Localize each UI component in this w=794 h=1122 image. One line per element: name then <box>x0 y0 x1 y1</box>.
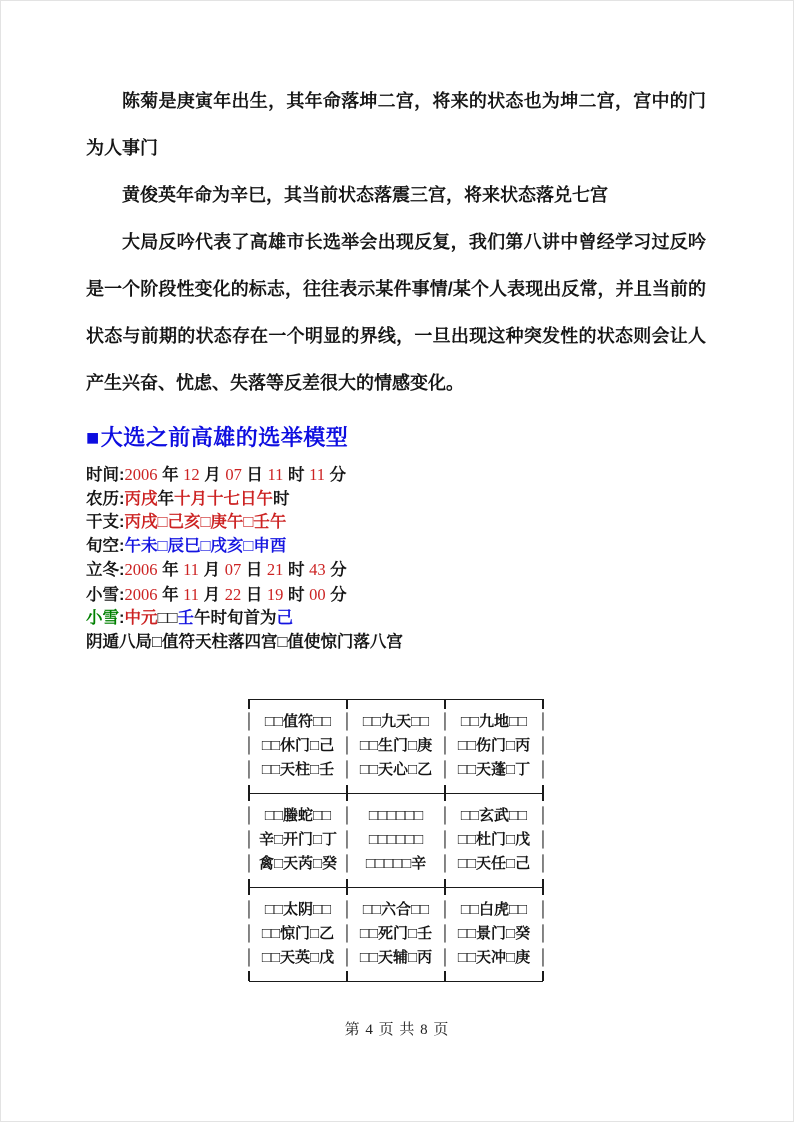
text-segment: 月 <box>199 585 225 604</box>
text-segment: 日 <box>241 561 267 579</box>
text-segment: 年 <box>157 561 184 579</box>
grid-horizontal-line <box>249 699 543 700</box>
grid-vertical-bar: │ <box>245 737 255 754</box>
info-line-xiaoxue-yuan <box>86 607 706 631</box>
text-segment: 分 <box>324 466 347 484</box>
grid-cell-text: □□□□□□ <box>368 831 424 848</box>
text-segment: 小雪 <box>86 609 119 627</box>
text-segment: 12 <box>183 465 200 484</box>
text-segment: 丙戌□己亥□庚午□壬午 <box>124 513 287 531</box>
grid-tick <box>542 971 544 981</box>
grid-vertical-bar: │ <box>343 737 353 754</box>
grid-text-row <box>245 898 547 922</box>
grid-vertical-bar: │ <box>245 761 255 778</box>
grid-text-row <box>245 758 547 782</box>
grid-vertical-bar: │ <box>343 901 353 918</box>
grid-tick <box>444 879 446 895</box>
grid-tick <box>248 971 250 981</box>
grid-cell-text: □□天心□乙 <box>359 761 433 778</box>
grid-vertical-bar: │ <box>441 831 451 848</box>
grid-cell-text: □□值符□□ <box>264 713 332 730</box>
grid-vertical-bar: │ <box>441 901 451 918</box>
grid-horizontal-line <box>249 793 543 794</box>
grid-cell-text: □□杜门□戊 <box>457 831 531 848</box>
grid-cell-text: □□六合□□ <box>362 901 430 918</box>
grid-vertical-bar: │ <box>441 713 451 730</box>
text-segment: 小雪: <box>86 585 125 604</box>
text-segment: 2006 <box>124 560 158 579</box>
grid-cell-text: □□天冲□庚 <box>457 949 531 966</box>
grid-cell-text: □□天任□己 <box>457 855 531 872</box>
grid-vertical-bar: │ <box>441 925 451 942</box>
grid-vertical-bar: │ <box>441 807 451 824</box>
text-segment: 中元 <box>124 609 158 627</box>
text-segment: 时 <box>283 466 310 484</box>
grid-vertical-bar: │ <box>539 761 549 778</box>
grid-tick <box>346 971 348 981</box>
grid-vertical-bar: │ <box>441 761 451 778</box>
text-segment: 己 <box>276 609 293 627</box>
grid-cell-text: □□□□□□ <box>368 807 424 824</box>
grid-text-row <box>245 828 547 852</box>
grid-vertical-bar: │ <box>441 855 451 872</box>
grid-vertical-bar: │ <box>539 925 549 942</box>
info-line-lidong <box>86 558 706 583</box>
grid-horizontal-line <box>249 981 543 982</box>
text-segment: 立冬: <box>86 561 125 579</box>
page-number-footer: 第 4 页 共 8 页 <box>344 1022 450 1038</box>
text-segment: : <box>119 609 125 627</box>
grid-text-row <box>245 804 547 828</box>
text-segment: 07 <box>224 560 242 579</box>
grid-tick <box>444 971 446 981</box>
info-line-dunju <box>86 631 706 655</box>
text-segment: 年 <box>157 466 184 484</box>
grid-border-line <box>245 688 547 710</box>
text-segment: 月 <box>199 466 226 484</box>
grid-vertical-bar: │ <box>441 949 451 966</box>
grid-cell-text: 禽□天芮□癸 <box>258 855 338 872</box>
text-segment: 时 <box>273 489 290 508</box>
grid-vertical-bar: │ <box>539 831 549 848</box>
grid-vertical-bar: │ <box>343 855 353 872</box>
body-paragraph: 黄俊英年命为辛巳，其当前状态落震三宫，将来状态落兑七宫 <box>122 185 608 205</box>
text-segment: 11 <box>183 560 200 579</box>
text-segment: 2006 <box>124 465 158 484</box>
grid-vertical-bar: │ <box>343 761 353 778</box>
text-segment: 年 <box>157 489 174 508</box>
body-text-block <box>86 78 706 407</box>
grid-tick <box>444 785 446 801</box>
grid-vertical-bar: │ <box>343 831 353 848</box>
grid-vertical-bar: │ <box>539 949 549 966</box>
text-segment: 11 <box>183 584 200 604</box>
text-segment: 阴遁八局□值符天柱落四宫□值使惊门落八宫 <box>86 632 403 651</box>
grid-cell-text: □□□□□辛 <box>365 855 427 872</box>
text-segment: 00 <box>309 584 326 604</box>
grid-cell-text: □□景门□癸 <box>457 925 531 942</box>
grid-tick <box>346 785 348 801</box>
grid-vertical-bar: │ <box>245 855 255 872</box>
grid-cell-text: □□天辅□丙 <box>359 949 433 966</box>
grid-vertical-bar: │ <box>343 925 353 942</box>
text-segment: 分 <box>325 585 347 604</box>
grid-vertical-bar: │ <box>343 713 353 730</box>
grid-vertical-bar: │ <box>343 807 353 824</box>
almanac-info-block <box>86 463 706 654</box>
grid-border-line <box>245 970 547 992</box>
grid-text-row <box>245 922 547 946</box>
grid-cell-text: □□玄武□□ <box>460 807 528 824</box>
info-line-xiaoxue <box>86 583 706 608</box>
grid-text-row <box>245 734 547 758</box>
grid-cell-text: 辛□开门□丁 <box>258 831 338 848</box>
text-segment: 十月十七日午 <box>174 489 273 508</box>
grid-cell-text: □□螣蛇□□ <box>264 807 332 824</box>
text-segment: 午时旬首 <box>193 609 260 627</box>
text-segment: 时 <box>283 585 310 604</box>
text-segment: 日 <box>241 585 267 604</box>
text-segment: 22 <box>224 584 242 604</box>
text-segment: 2006 <box>124 584 158 604</box>
grid-cell-text: □□生门□庚 <box>359 737 433 754</box>
grid-tick <box>346 879 348 895</box>
text-segment: 时间: <box>86 466 125 484</box>
grid-cell-text: □□太阴□□ <box>264 901 332 918</box>
body-paragraph: 大局反吟代表了高雄市长选举会出现反复，我们第八讲中曾经学习过反吟是一个阶段性变化的标志，往往表示某件事情/某个人表现出反常，并且当前的状态与前期的状态存在一个明显的界线，一旦出现这种突发性的状态则会让人产生兴奋、忧虑、失落等反差很大的情感变化。 <box>86 232 706 393</box>
text-segment: 为 <box>259 609 277 627</box>
grid-text-row <box>245 710 547 734</box>
body-paragraph: 陈菊是庚寅年出生，其年命落坤二宫，将来的状态也为坤二宫，宫中的门为人事门 <box>86 91 706 158</box>
grid-tick <box>248 879 250 895</box>
grid-vertical-bar: │ <box>245 831 255 848</box>
grid-vertical-bar: │ <box>245 807 255 824</box>
grid-tick <box>248 699 250 709</box>
grid-cell-text: □□休门□己 <box>261 737 335 754</box>
grid-tick <box>542 785 544 801</box>
grid-cell-text: □□死门□壬 <box>359 925 433 942</box>
info-line-ganzhi <box>86 511 706 535</box>
grid-cell-text: □□天蓬□丁 <box>457 761 531 778</box>
info-line-lunar <box>86 488 706 512</box>
grid-cell-text: □□九地□□ <box>460 713 528 730</box>
blue-square-bullet-icon: ■ <box>86 425 100 450</box>
grid-vertical-bar: │ <box>245 901 255 918</box>
text-segment: 分 <box>325 561 347 579</box>
grid-cell-text: □□天英□戊 <box>261 949 335 966</box>
grid-cell-text: □□惊门□乙 <box>261 925 335 942</box>
grid-vertical-bar: │ <box>539 901 549 918</box>
grid-vertical-bar: │ <box>245 925 255 942</box>
qimen-dunjia-chart <box>245 688 547 992</box>
text-segment: 19 <box>266 584 284 604</box>
grid-tick <box>542 699 544 709</box>
section-heading <box>86 423 706 453</box>
grid-text-row <box>245 852 547 876</box>
grid-vertical-bar: │ <box>245 713 255 730</box>
grid-tick <box>444 699 446 709</box>
grid-vertical-bar: │ <box>343 949 353 966</box>
text-segment: 11 <box>267 465 284 484</box>
grid-tick <box>346 699 348 709</box>
grid-tick <box>542 879 544 895</box>
info-line-xunkong <box>86 535 706 559</box>
grid-vertical-bar: │ <box>245 949 255 966</box>
grid-cell-text: □□九天□□ <box>362 713 430 730</box>
grid-cell-text: □□天柱□壬 <box>261 761 335 778</box>
text-segment: 农历: <box>86 489 125 508</box>
text-segment: 丙戌 <box>124 489 158 508</box>
grid-cell-text: □□伤门□丙 <box>457 737 531 754</box>
grid-vertical-bar: │ <box>539 855 549 872</box>
text-segment: 11 <box>309 465 325 484</box>
text-segment: 壬 <box>177 609 194 627</box>
text-segment: 43 <box>309 560 326 579</box>
info-line-time <box>86 463 706 488</box>
grid-vertical-bar: │ <box>441 737 451 754</box>
text-segment: □□ <box>157 609 178 627</box>
section-title: 大选之前高雄的选举模型 <box>100 425 349 450</box>
grid-border-line <box>245 782 547 804</box>
grid-border-line <box>245 876 547 898</box>
grid-text-row <box>245 946 547 970</box>
text-segment: 日 <box>241 466 268 484</box>
text-segment: 07 <box>225 465 242 484</box>
text-segment: 月 <box>199 561 225 579</box>
grid-vertical-bar: │ <box>539 737 549 754</box>
text-segment: 干支: <box>86 513 125 531</box>
text-segment: 旬空: <box>86 536 125 555</box>
text-segment: 21 <box>266 560 284 579</box>
text-segment: 年 <box>157 585 184 604</box>
grid-vertical-bar: │ <box>539 807 549 824</box>
text-segment: 午未□辰巳□戌亥□申酉 <box>124 536 287 555</box>
grid-horizontal-line <box>249 887 543 888</box>
text-segment: 时 <box>283 561 310 579</box>
grid-vertical-bar: │ <box>539 713 549 730</box>
grid-tick <box>248 785 250 801</box>
grid-cell-text: □□白虎□□ <box>460 901 528 918</box>
